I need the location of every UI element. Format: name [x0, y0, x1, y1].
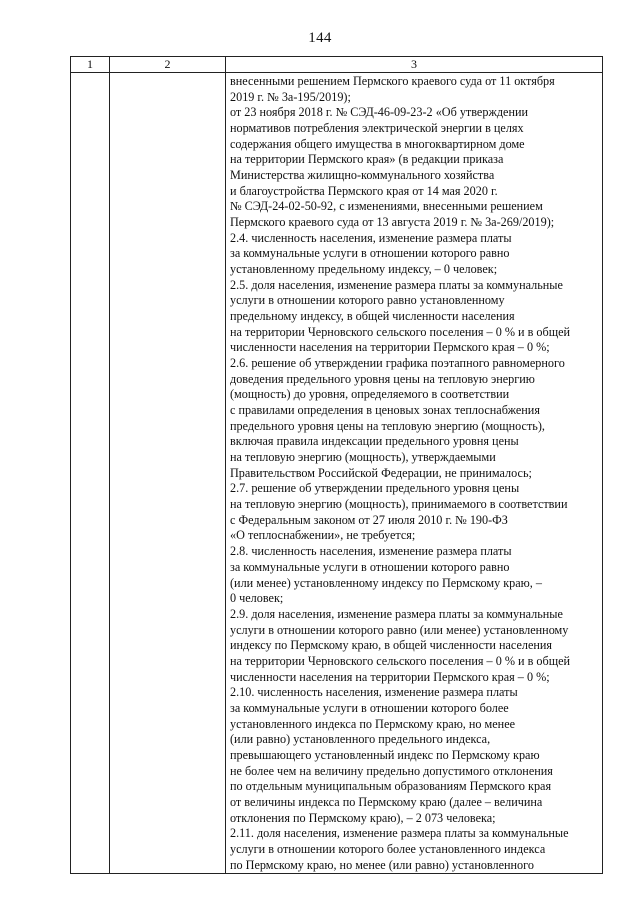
column-header-3: 3	[226, 57, 603, 73]
column-3-text	[230, 74, 602, 873]
text-line: на тепловую энергию (мощность), утверждаемыми	[230, 450, 496, 465]
text-line: предельного уровня цены на тепловую энергию (мощность),	[230, 418, 545, 433]
text-line: нормативов потребления электрической энергии в целях	[230, 121, 524, 136]
text-line: с Федеральным законом от 27 июля 2010 г. № 190-ФЗ	[230, 512, 508, 527]
text-line: услуги в отношении которого равно установленному	[230, 293, 505, 308]
text-line: на территории Черновского сельского поселения – 0 % и в общей	[230, 324, 571, 339]
text-line: по отдельным муниципальным образованиям Пермского края	[230, 779, 552, 794]
text-line: содержания общего имущества в многоквартирном доме	[230, 136, 525, 151]
text-line: 2019 г. № 3а-195/2019);	[230, 89, 351, 104]
text-line: на территории Черновского сельского поселения – 0 % и в общей	[230, 653, 571, 668]
text-line: на территории Пермского края» (в редакции приказа	[230, 152, 504, 167]
text-line: не более чем на величину предельно допустимого отклонения	[230, 763, 553, 778]
text-line: «О теплоснабжении», не требуется;	[230, 528, 416, 543]
column-3-cell	[226, 73, 603, 874]
text-line: от величины индекса по Пермскому краю (далее – величина	[230, 794, 543, 809]
text-line: 0 человек;	[230, 591, 284, 606]
text-line: включая правила индексации предельного уровня цены	[230, 434, 519, 449]
text-line: превышающего установленный индекс по Пермскому краю	[230, 747, 540, 762]
text-line: 2.10. численность населения, изменение размера платы	[230, 685, 518, 700]
text-line: и благоустройства Пермского края от 14 мая 2020 г.	[230, 183, 498, 198]
text-line: 2.7. решение об утверждении предельного уровня цены	[230, 481, 520, 496]
column-header-2: 2	[110, 57, 226, 73]
text-line: с правилами определения в ценовых зонах теплоснабжения	[230, 403, 540, 418]
text-line: услуги в отношении которого более установленного индекса	[230, 841, 546, 856]
column-2-cell	[110, 73, 226, 874]
table-body-row	[71, 73, 603, 874]
text-line: (или равно) установленного предельного индекса,	[230, 732, 491, 747]
text-line: 2.11. доля населения, изменение размера платы за коммунальные	[230, 826, 569, 841]
table-header-row	[71, 57, 603, 73]
text-line: установленного индекса по Пермскому краю, но менее	[230, 716, 516, 731]
text-line: отклонения по Пермскому краю), – 2 073 человека;	[230, 810, 496, 825]
text-line: Правительством Российской Федерации, не принималось;	[230, 465, 532, 480]
text-line: за коммунальные услуги в отношении которого более	[230, 700, 509, 715]
text-line: 2.8. численность населения, изменение размера платы	[230, 544, 512, 559]
text-line: 2.6. решение об утверждении графика поэтапного равномерного	[230, 356, 565, 371]
text-line: численности населения на территории Пермского края – 0 %;	[230, 340, 550, 355]
text-line: за коммунальные услуги в отношении которого равно	[230, 246, 510, 261]
text-line: № СЭД-24-02-50-92, с изменениями, внесенными решением	[230, 199, 543, 214]
text-line: предельному индексу, в общей численности населения	[230, 309, 515, 324]
text-line: Пермского краевого суда от 13 августа 2019 г. № 3а-269/2019);	[230, 215, 555, 230]
page-number: 144	[308, 30, 332, 46]
text-line: 2.9. доля населения, изменение размера платы за коммунальные	[230, 606, 563, 621]
text-line: 2.5. доля населения, изменение размера платы за коммунальные	[230, 277, 563, 292]
text-line: на тепловую энергию (мощность), принимаемого в соответствии	[230, 497, 568, 512]
text-line: услуги в отношении которого равно (или менее) установленному	[230, 622, 569, 637]
text-line: по Пермскому краю, но менее (или равно) установленного	[230, 857, 534, 872]
text-line: индексу по Пермскому краю, в общей численности населения	[230, 638, 553, 653]
column-header-1: 1	[71, 57, 110, 73]
text-line: внесенными решением Пермского краевого суда от 11 октября	[230, 74, 555, 88]
text-line: за коммунальные услуги в отношении которого равно	[230, 559, 510, 574]
text-line: установленному предельному индексу, – 0 человек;	[230, 262, 498, 277]
text-line: (или менее) установленному индексу по Пермскому краю, –	[230, 575, 542, 590]
text-line: 2.4. численность населения, изменение размера платы	[230, 230, 512, 245]
text-line: численности населения на территории Пермского края – 0 %;	[230, 669, 550, 684]
document-table	[70, 56, 603, 874]
text-line: Министерства жилищно-коммунального хозяйства	[230, 168, 495, 183]
text-line: доведения предельного уровня цены на тепловую энергию	[230, 371, 535, 386]
column-1-cell	[71, 73, 110, 874]
text-line: от 23 ноября 2018 г. № СЭД-46-09-23-2 «Об утверждении	[230, 105, 529, 120]
text-line: (мощность) до уровня, определяемого в соответствии	[230, 387, 510, 402]
